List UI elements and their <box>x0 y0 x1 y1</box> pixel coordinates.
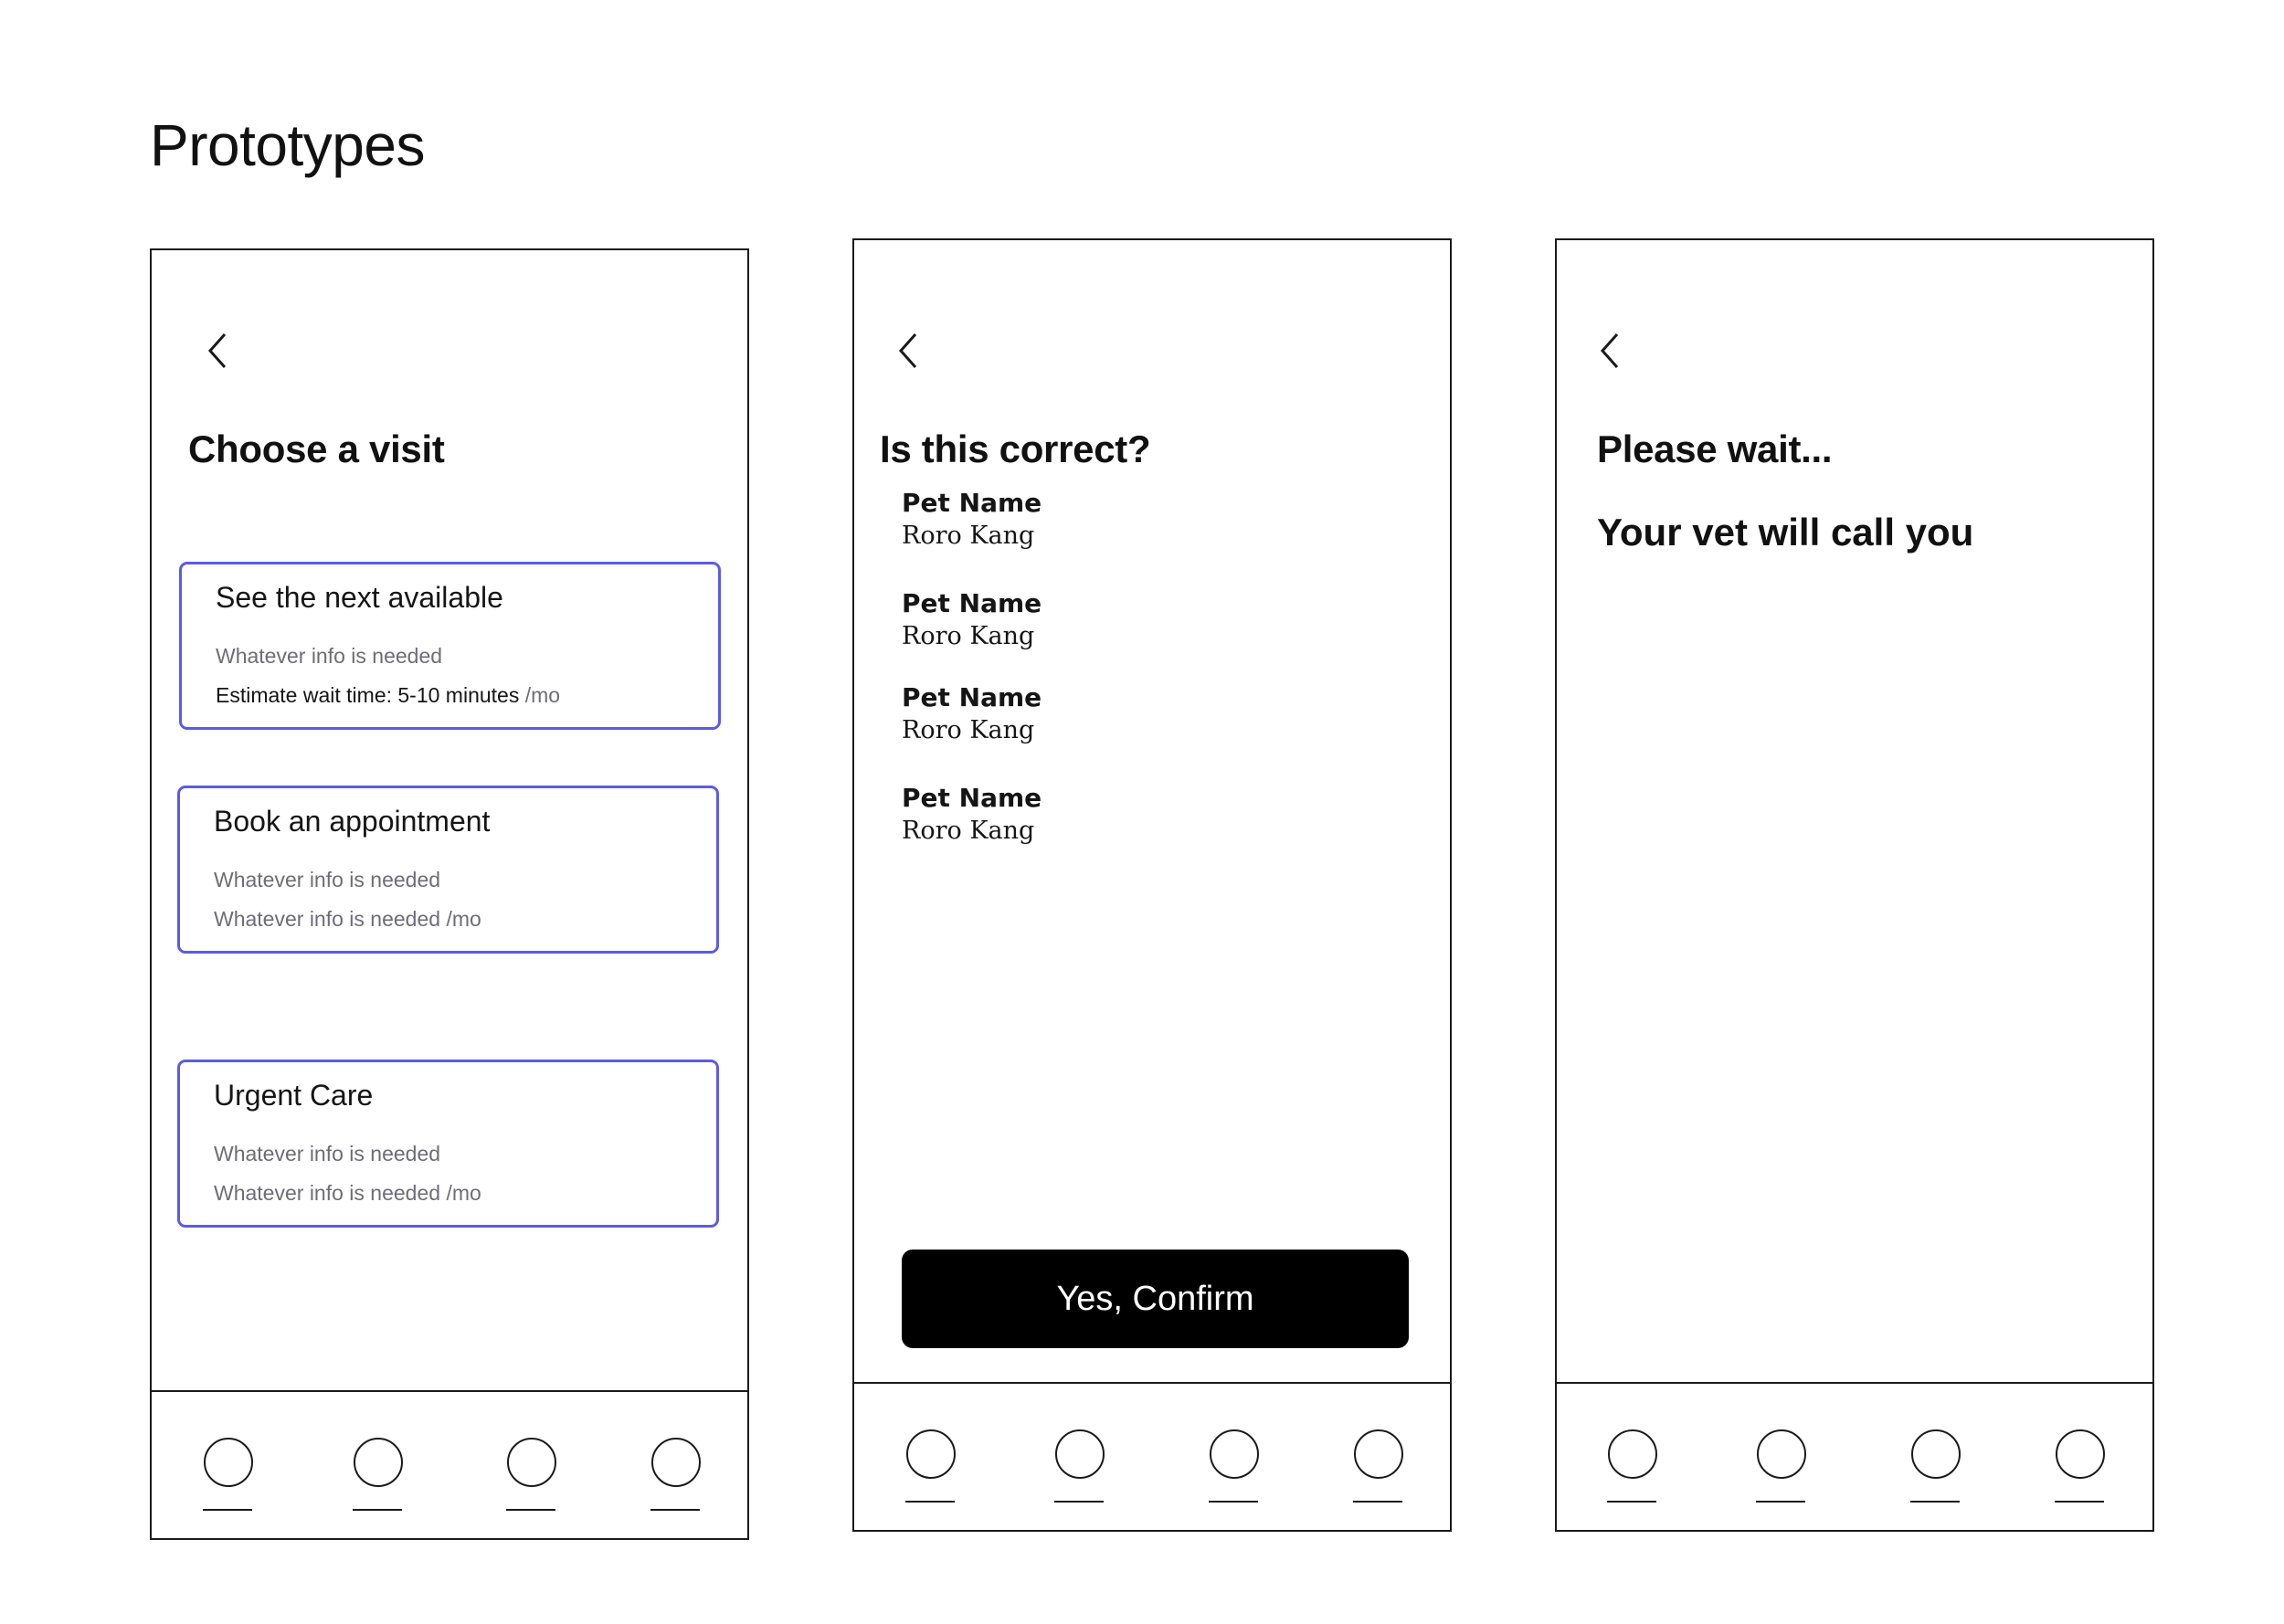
nav-item-3[interactable] <box>1910 1429 1961 1506</box>
option-detail <box>214 907 481 932</box>
option-detail-text: Whatever info is needed <box>214 907 441 931</box>
nav-circle-icon <box>651 1438 701 1487</box>
confirm-button[interactable]: Yes, Confirm <box>902 1250 1409 1348</box>
nav-circle-icon <box>1608 1429 1657 1479</box>
option-title: Book an appointment <box>214 805 491 838</box>
chevron-left-icon <box>890 327 926 374</box>
nav-circle-icon <box>354 1438 403 1487</box>
screen-confirm-details <box>852 238 1452 1532</box>
nav-item-4[interactable] <box>1353 1429 1404 1506</box>
nav-underline <box>905 1501 955 1503</box>
pet-name-field <box>902 782 1042 848</box>
nav-circle-icon <box>507 1438 556 1487</box>
nav-underline <box>1756 1501 1805 1503</box>
option-info: Whatever info is needed <box>214 1142 441 1165</box>
nav-circle-icon <box>2056 1429 2105 1479</box>
option-title: Urgent Care <box>214 1079 374 1112</box>
bottom-nav <box>1557 1382 2152 1530</box>
screen-title: Please wait... <box>1597 427 1833 470</box>
nav-item-3[interactable] <box>1209 1429 1260 1506</box>
nav-item-4[interactable] <box>650 1438 702 1514</box>
nav-circle-icon <box>1757 1429 1806 1479</box>
nav-underline <box>353 1509 402 1511</box>
option-info: Whatever info is needed <box>216 644 443 668</box>
screen-title: Choose a visit <box>188 427 445 470</box>
nav-item-1[interactable] <box>203 1438 254 1514</box>
nav-underline <box>1353 1501 1402 1503</box>
option-detail <box>216 683 560 708</box>
field-value: Roro Kang <box>902 716 1035 744</box>
nav-circle-icon <box>204 1438 253 1487</box>
nav-item-1[interactable] <box>905 1429 957 1506</box>
nav-underline <box>203 1509 252 1511</box>
pet-name-field <box>902 487 1042 553</box>
option-detail <box>214 1181 481 1206</box>
nav-underline <box>1607 1501 1656 1503</box>
visit-option-next-available[interactable] <box>179 562 721 730</box>
nav-underline <box>650 1509 700 1511</box>
nav-circle-icon <box>906 1429 956 1479</box>
field-value: Roro Kang <box>902 817 1035 845</box>
screen-please-wait <box>1555 238 2154 1532</box>
nav-circle-icon <box>1354 1429 1403 1479</box>
option-suffix: /mo <box>446 1181 481 1205</box>
nav-circle-icon <box>1210 1429 1259 1479</box>
field-label: Pet Name <box>902 588 1042 618</box>
back-button[interactable] <box>890 327 926 374</box>
bottom-nav <box>152 1390 747 1538</box>
page-title: Prototypes <box>150 112 425 178</box>
nav-underline <box>2055 1501 2104 1503</box>
field-label: Pet Name <box>902 488 1042 518</box>
bottom-nav <box>854 1382 1450 1530</box>
nav-circle-icon <box>1055 1429 1105 1479</box>
chevron-left-icon <box>1591 327 1628 374</box>
nav-underline <box>1910 1501 1960 1503</box>
nav-underline <box>1054 1501 1104 1503</box>
screen-title: Is this correct? <box>880 427 1151 470</box>
nav-item-4[interactable] <box>2055 1429 2106 1506</box>
option-suffix: /mo <box>446 907 481 931</box>
visit-option-urgent-care[interactable] <box>177 1060 719 1228</box>
chevron-left-icon <box>199 327 236 374</box>
field-label: Pet Name <box>902 682 1042 712</box>
field-value: Roro Kang <box>902 622 1035 650</box>
wait-time-text: Estimate wait time: 5-10 minutes <box>216 683 520 707</box>
nav-item-2[interactable] <box>353 1438 404 1514</box>
option-title: See the next available <box>216 581 503 614</box>
nav-circle-icon <box>1911 1429 1961 1479</box>
pet-name-field <box>902 587 1042 653</box>
nav-underline <box>1209 1501 1258 1503</box>
nav-underline <box>506 1509 555 1511</box>
field-label: Pet Name <box>902 783 1042 813</box>
nav-item-1[interactable] <box>1607 1429 1658 1506</box>
nav-item-2[interactable] <box>1054 1429 1105 1506</box>
option-detail-text: Whatever info is needed <box>214 1181 441 1205</box>
field-value: Roro Kang <box>902 522 1035 550</box>
nav-item-2[interactable] <box>1756 1429 1807 1506</box>
screen-choose-visit <box>150 248 749 1540</box>
back-button[interactable] <box>1591 327 1628 374</box>
visit-option-book-appointment[interactable] <box>177 786 719 954</box>
pet-name-field <box>902 681 1042 747</box>
nav-item-3[interactable] <box>506 1438 557 1514</box>
option-suffix: /mo <box>524 683 561 707</box>
status-message: Your vet will call you <box>1597 511 1974 554</box>
back-button[interactable] <box>199 327 236 374</box>
option-info: Whatever info is needed <box>214 868 441 891</box>
